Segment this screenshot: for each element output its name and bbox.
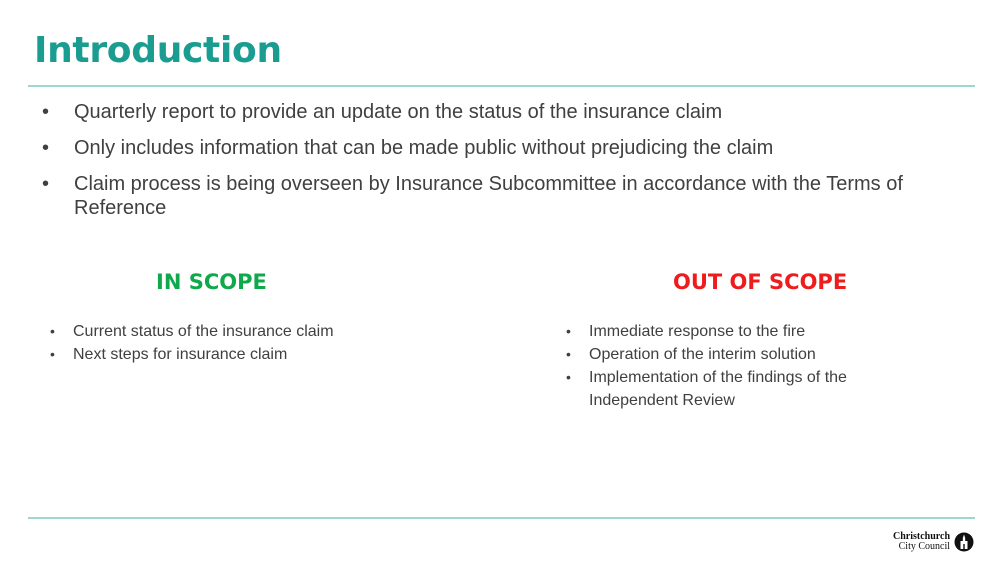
list-item xyxy=(40,172,970,220)
bullet-icon: • xyxy=(50,346,55,362)
list-item xyxy=(40,100,970,124)
list-item xyxy=(48,320,468,343)
bullet-icon: • xyxy=(566,369,571,385)
bullet-text: Claim process is being overseen by Insurance Subcommittee in accordance with the Terms of Reference xyxy=(74,173,903,219)
out-of-scope-item: Immediate response to the fire xyxy=(589,323,806,340)
bullet-text: Quarterly report to provide an update on the status of the insurance claim xyxy=(74,101,723,123)
bullet-icon: • xyxy=(50,323,55,339)
council-logo xyxy=(893,532,974,552)
main-bullet-list xyxy=(40,100,970,232)
bullet-icon: • xyxy=(42,101,50,123)
bullet-text: Only includes information that can be made public without prejudicing the claim xyxy=(74,137,774,159)
logo-wordmark xyxy=(893,532,950,552)
list-item xyxy=(564,320,894,343)
out-of-scope-list xyxy=(564,320,894,412)
list-item xyxy=(48,343,468,366)
bullet-icon: • xyxy=(42,173,50,195)
in-scope-item: Next steps for insurance claim xyxy=(73,346,288,363)
title-divider xyxy=(28,85,975,87)
bullet-icon: • xyxy=(42,137,50,159)
in-scope-heading: IN SCOPE xyxy=(156,270,267,294)
logo-line-1: Christchurch xyxy=(893,531,951,542)
bullet-icon: • xyxy=(566,346,571,362)
in-scope-list xyxy=(48,320,468,366)
slide-title: Introduction xyxy=(34,30,282,71)
logo-line-2: City Council xyxy=(898,541,951,552)
list-item xyxy=(564,343,894,366)
out-of-scope-item: Implementation of the findings of the Independent Review xyxy=(589,369,847,409)
list-item xyxy=(564,366,894,412)
list-item xyxy=(40,136,970,160)
cathedral-emblem-icon xyxy=(954,532,974,552)
out-of-scope-heading: OUT OF SCOPE xyxy=(673,270,848,294)
footer-divider xyxy=(28,517,975,519)
bullet-icon: • xyxy=(566,323,571,339)
in-scope-item: Current status of the insurance claim xyxy=(73,323,334,340)
out-of-scope-item: Operation of the interim solution xyxy=(589,346,816,363)
